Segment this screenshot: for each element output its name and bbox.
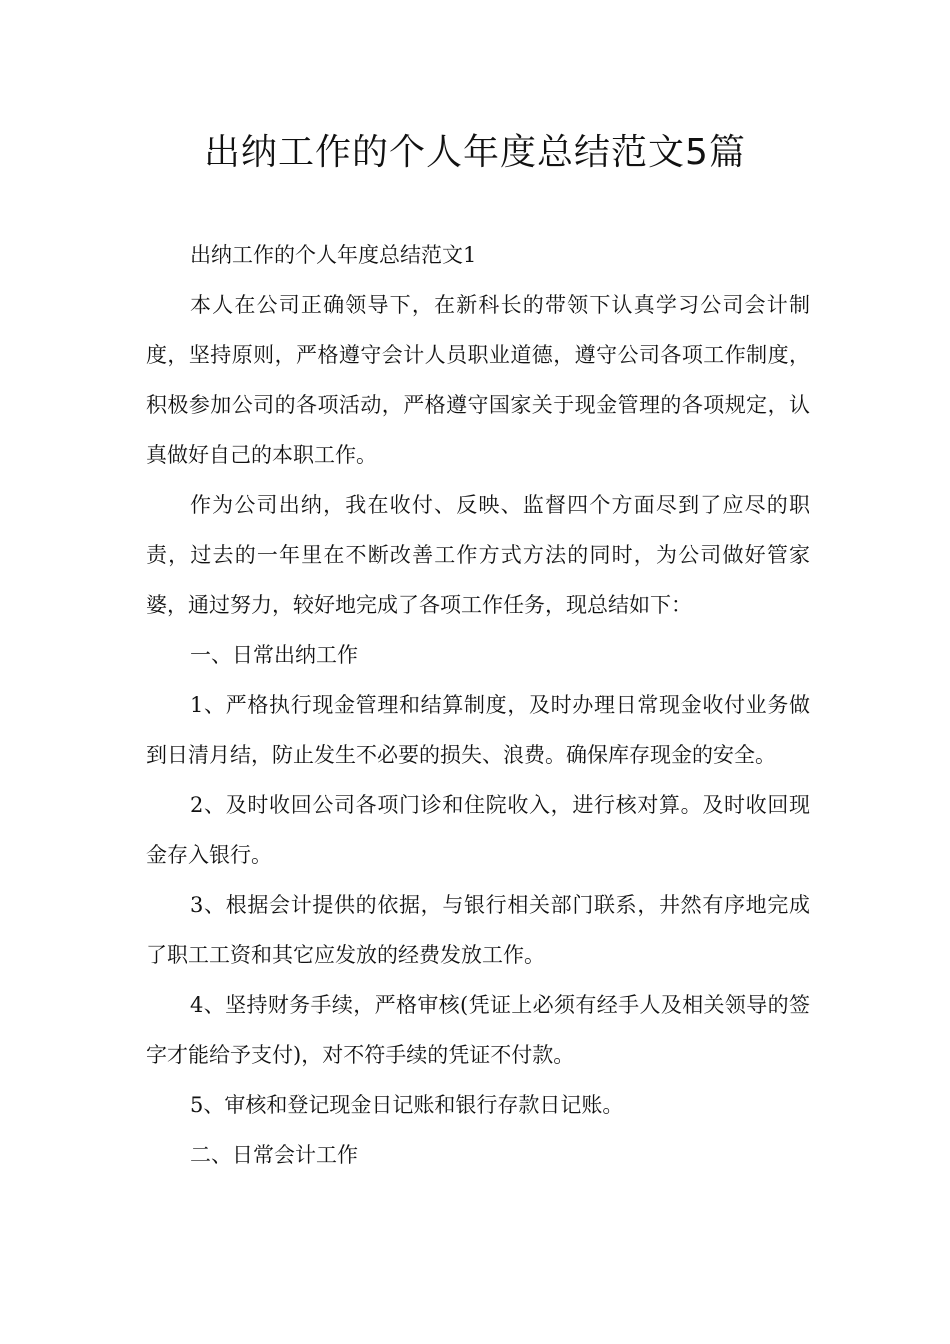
list-item-1: 1、严格执行现金管理和结算制度，及时办理日常现金收付业务做到日清月结，防止发生不必要的损失、浪费。确保库存现金的安全。 <box>146 693 810 767</box>
document-body <box>146 230 810 1180</box>
subheading-daily-cashier-work: 一、日常出纳工作 <box>190 643 358 667</box>
paragraph-intro: 本人在公司正确领导下，在新科长的带领下认真学习公司会计制度，坚持原则，严格遵守会计人员职业道德，遵守公司各项工作制度，积极参加公司的各项活动，严格遵守国家关于现金管理的各项规定，认真做好自己的本职工作。 <box>146 293 810 467</box>
list-item-5: 5、审核和登记现金日记账和银行存款日记账。 <box>190 1093 624 1117</box>
section-heading-1: 出纳工作的个人年度总结范文1 <box>190 243 477 267</box>
document-title: 出纳工作的个人年度总结范文5篇 <box>204 132 746 173</box>
subheading-daily-accounting-work: 二、日常会计工作 <box>190 1143 358 1167</box>
paragraph-duties: 作为公司出纳，我在收付、反映、监督四个方面尽到了应尽的职责，过去的一年里在不断改善工作方式方法的同时，为公司做好管家婆，通过努力，较好地完成了各项工作任务，现总结如下： <box>146 493 810 617</box>
list-item-2: 2、及时收回公司各项门诊和住院收入，进行核对算。及时收回现金存入银行。 <box>146 793 810 867</box>
list-item-4: 4、坚持财务手续，严格审核(凭证上必须有经手人及相关领导的签字才能给予支付)，对不符手续的凭证不付款。 <box>146 993 810 1067</box>
list-item-3: 3、根据会计提供的依据，与银行相关部门联系，井然有序地完成了职工工资和其它应发放的经费发放工作。 <box>146 893 810 967</box>
